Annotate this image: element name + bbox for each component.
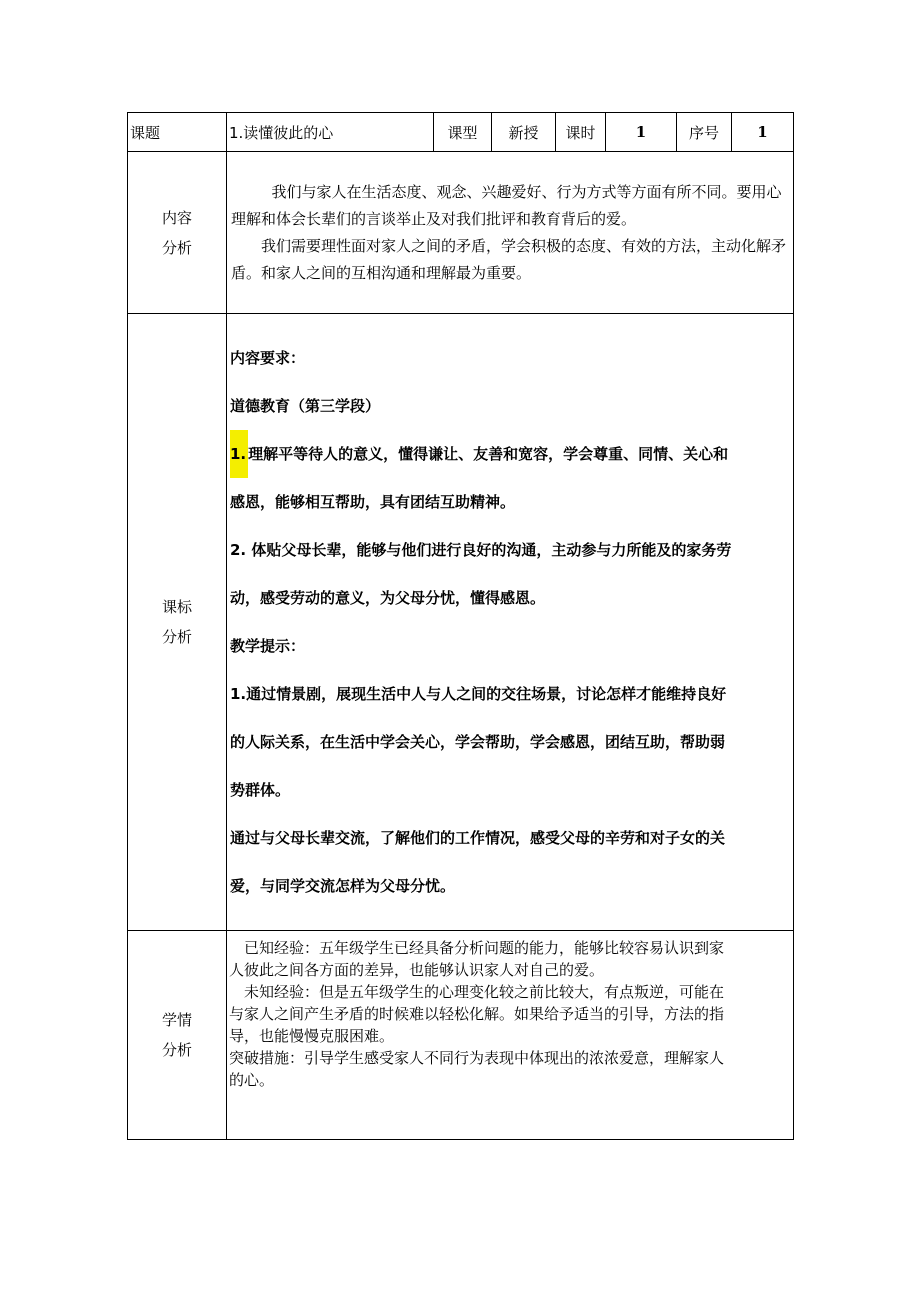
learner-analysis-label-line2: 分析	[161, 1041, 192, 1059]
type-value: 新授	[492, 113, 556, 152]
curriculum-analysis-row	[128, 314, 794, 931]
curriculum-analysis-body	[227, 314, 794, 931]
stage-heading: 道德教育（第三学段）	[230, 397, 381, 415]
requirements-heading: 内容要求：	[230, 349, 306, 367]
curriculum-analysis-label-line2: 分析	[161, 628, 192, 646]
highlighted-number: 1.	[230, 430, 248, 478]
topic-label: 课题	[128, 113, 227, 152]
learner-analysis-row	[128, 931, 794, 1140]
header-row	[128, 113, 794, 152]
type-label: 课型	[434, 113, 492, 152]
requirement-item-1	[230, 430, 789, 478]
content-analysis-label-line2: 分析	[161, 238, 192, 257]
curriculum-analysis-label-line1: 课标	[161, 598, 192, 616]
tip-item-1-cont: 的人际关系，在生活中学会关心，学会帮助，学会感恩，团结互助，帮助弱	[230, 733, 726, 751]
learner-analysis-label	[128, 931, 227, 1140]
curriculum-analysis-label	[128, 314, 227, 931]
content-paragraph: 我们与家人在生活态度、观念、兴趣爱好、行为方式等方面有所不同。要用心理解和体会长辈们的言谈举止及对我们批评和教育背后的爱。	[231, 182, 782, 228]
topic-value: 1.读懂彼此的心	[227, 113, 434, 152]
hours-label: 课时	[556, 113, 606, 152]
known-experience: 已知经验：五年级学生已经具备分析问题的能力，能够比较容易认识到家	[244, 939, 725, 957]
tip-item-1: 1.通过情景剧，展现生活中人与人之间的交往场景，讨论怎样才能维持良好	[230, 685, 727, 703]
tip-item-1-cont: 势群体。	[230, 781, 291, 799]
known-experience-cont: 人彼此之间各方面的差异，也能够认识家人对自己的爱。	[229, 961, 605, 979]
content-analysis-body	[227, 152, 794, 314]
unknown-experience-cont: 与家人之间产生矛盾的时候难以轻松化解。如果给予适当的引导，方法的指	[229, 1005, 725, 1023]
content-analysis-row	[128, 152, 794, 314]
learner-analysis-label-line1: 学情	[161, 1011, 192, 1029]
requirement-item-1-cont: 感恩，能够相互帮助，具有团结互助精神。	[230, 493, 516, 511]
content-paragraph: 我们需要理性面对家人之间的矛盾，学会积极的态度、有效的方法，主动化解矛盾。和家人之间的互相沟通和理解最为重要。	[231, 236, 787, 282]
breakthrough-measure: 突破措施：引导学生感受家人不同行为表现中体现出的浓浓爱意，理解家人	[229, 1049, 725, 1067]
hours-value: 1	[606, 113, 677, 152]
tip-item-2-cont: 爱，与同学交流怎样为父母分忧。	[230, 877, 456, 895]
requirement-item-1-text: 理解平等待人的意义，懂得谦让、友善和宽容，学会尊重、同情、关心和	[248, 445, 729, 463]
requirement-item-2: 2. 体贴父母长辈，能够与他们进行良好的沟通，主动参与力所能及的家务劳	[230, 541, 732, 559]
breakthrough-measure-cont: 的心。	[229, 1071, 275, 1089]
requirement-item-2-cont: 动，感受劳动的意义，为父母分忧，懂得感恩。	[230, 589, 546, 607]
tips-heading: 教学提示：	[230, 637, 306, 655]
unknown-experience: 未知经验：但是五年级学生的心理变化较之前比较大，有点叛逆，可能在	[244, 983, 725, 1001]
lesson-plan-table	[127, 112, 794, 1140]
content-analysis-label	[128, 152, 227, 314]
content-analysis-label-line1: 内容	[161, 208, 192, 227]
unknown-experience-cont: 导，也能慢慢克服困难。	[229, 1027, 395, 1045]
seq-label: 序号	[677, 113, 732, 152]
learner-analysis-body	[227, 931, 794, 1140]
tip-item-2: 通过与父母长辈交流，了解他们的工作情况，感受父母的辛劳和对子女的关	[230, 829, 726, 847]
seq-value: 1	[732, 113, 794, 152]
